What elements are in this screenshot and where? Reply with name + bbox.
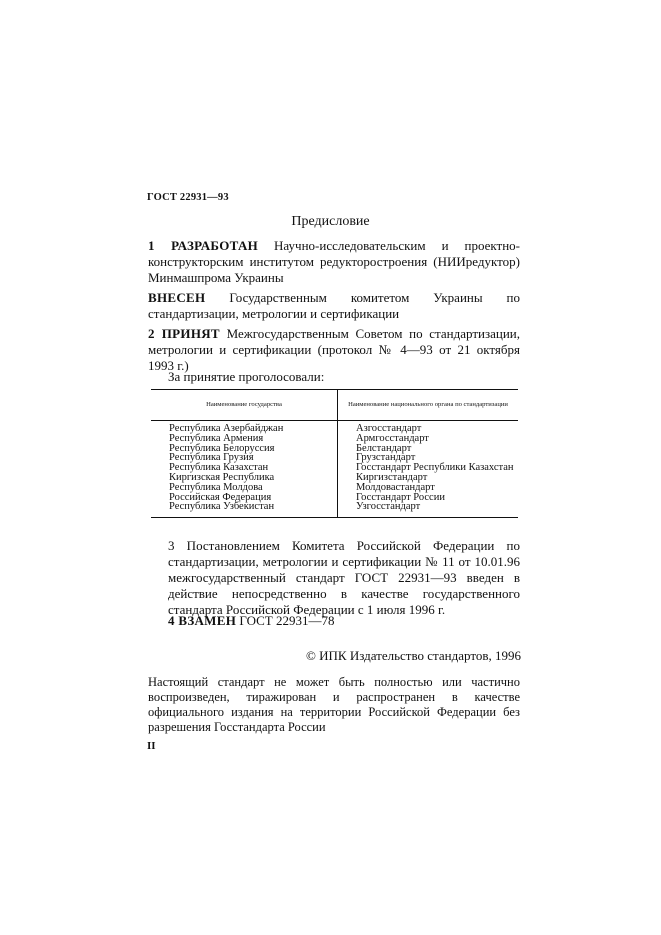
vote-table <box>151 389 518 518</box>
section-adopted <box>148 326 520 374</box>
reproduction-notice: Настоящий стандарт не может быть полностью или частично воспроизведен, тиражирован и распространен в качестве официального издания на территории Российской Федерации без разрешения Госстандарта России <box>148 675 520 734</box>
section-introduced-text: Государственным комитетом Украины по стандартизации, метрологии и сертификации <box>148 290 520 321</box>
section-developed-lead: 1 РАЗРАБОТАН <box>148 238 259 253</box>
body-cell: Узгосстандарт <box>338 502 519 517</box>
state-cell: Республика Казахстан <box>151 463 338 473</box>
section-replaces-text: ГОСТ 22931—78 <box>236 613 335 628</box>
document-code: ГОСТ 22931—93 <box>147 192 229 203</box>
section-decree: 3 Постановлением Комитета Российской Федерации по стандартизации, метрологии и сертификации № 11 от 10.01.96 межгосударственный стандарт ГОСТ 22931—93 введен в действие непосредственно в качестве государственного стандарта Российской Федерации с 1 июля 1996 г. <box>168 538 520 617</box>
state-cell: Киргизская Республика <box>151 473 338 483</box>
body-cell: Госстандарт России <box>356 491 445 503</box>
section-developed-text: Научно-исследовательским и проектно-конструкторским институтом редукторостроения (НИИредуктор) Минмашпрома Украины <box>148 238 520 285</box>
state-cell: Республика Белоруссия <box>151 444 338 454</box>
body-cell: Белстандарт <box>356 442 412 454</box>
table-row <box>151 421 518 434</box>
vote-table-header-row <box>151 390 518 421</box>
body-cell: Грузстандарт <box>356 452 416 464</box>
section-developed <box>148 238 520 286</box>
section-introduced-lead: ВНЕСЕН <box>148 290 206 305</box>
state-cell: Республика Узбекистан <box>151 502 338 517</box>
vote-table-header-state: Наименование государства <box>151 390 338 421</box>
preface-title: Предисловие <box>291 214 370 229</box>
state-cell: Республика Молдова <box>151 483 338 493</box>
body-cell: Азгосстандарт <box>356 423 422 434</box>
vote-table-header-body: Наименование национального органа по стандартизации <box>338 390 519 421</box>
state-cell: Российская Федерация <box>151 493 338 503</box>
body-cell: Армгосстандарт <box>356 432 429 444</box>
section-replaces-lead: 4 ВЗАМЕН <box>168 613 237 628</box>
voted-label: За принятие проголосовали: <box>168 369 325 384</box>
body-cell: Киргизстандарт <box>356 471 428 483</box>
state-cell: Республика Армения <box>151 434 338 444</box>
copyright: © ИПК Издательство стандартов, 1996 <box>306 648 521 663</box>
body-cell: Молдовастандарт <box>356 481 435 493</box>
section-adopted-lead: 2 ПРИНЯТ <box>148 326 220 341</box>
section-replaces <box>168 613 334 629</box>
state-cell: Республика Азербайджан <box>151 421 338 434</box>
section-introduced <box>148 290 520 322</box>
body-cell: Госстандарт Республики Казахстан <box>356 462 514 474</box>
page-number: II <box>147 740 156 752</box>
table-row <box>151 502 518 517</box>
section-adopted-text: Межгосударственным Советом по стандартизации, метрологии и сертификации (протокол № 4—93 от 21 октября 1993 г.) <box>148 326 520 373</box>
state-cell: Республика Грузия <box>151 453 338 463</box>
